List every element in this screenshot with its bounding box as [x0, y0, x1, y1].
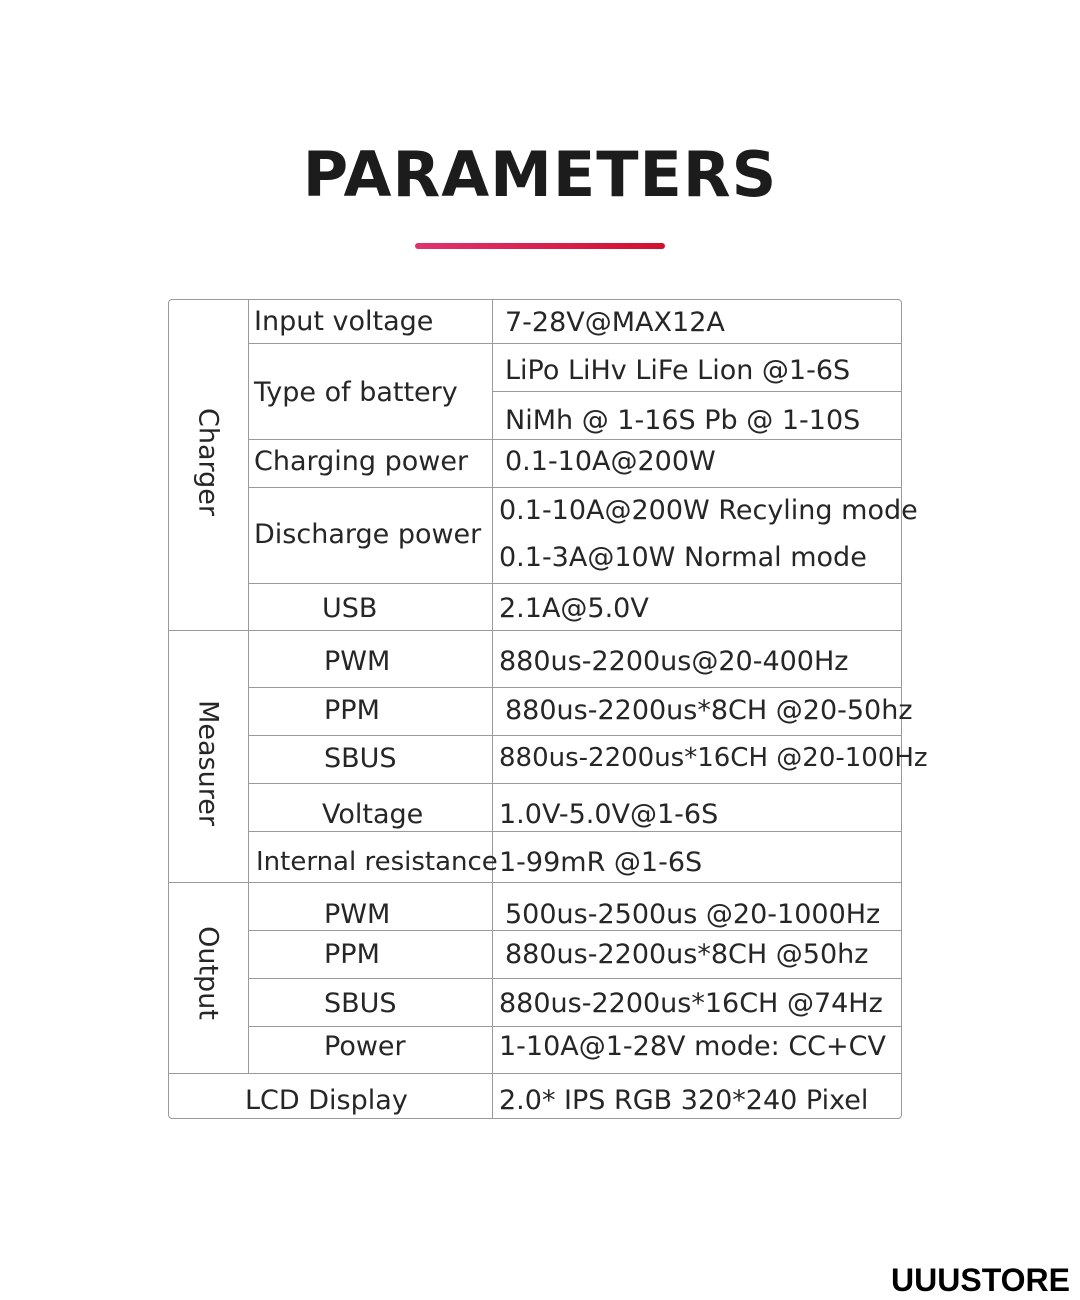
table-divider [168, 882, 902, 883]
row-label-usb: USB [322, 593, 378, 624]
title-underline [415, 243, 665, 249]
row-value-usb: 2.1A@5.0V [499, 593, 649, 624]
table-divider [248, 487, 902, 488]
table-divider [248, 299, 249, 1073]
row-label-type-of-battery: Type of battery [254, 377, 458, 408]
row-value-type-of-battery-2: NiMh @ 1-16S Pb @ 1-10S [505, 405, 861, 436]
row-value-measurer-sbus: 880us-2200us*16CH @20-100Hz [499, 743, 928, 773]
row-value-measurer-voltage: 1.0V-5.0V@1-6S [499, 799, 719, 830]
table-divider [248, 978, 902, 979]
page-title: PARAMETERS [302, 138, 778, 211]
row-value-internal-resistance: 1-99mR @1-6S [499, 847, 703, 878]
row-value-output-pwm: 500us-2500us @20-1000Hz [505, 899, 881, 930]
row-value-output-sbus: 880us-2200us*16CH @74Hz [499, 988, 883, 1019]
table-divider [248, 930, 902, 931]
row-value-output-power: 1-10A@1-28V mode: CC+CV [499, 1031, 886, 1062]
table-divider [248, 783, 902, 784]
row-label-lcd-display: LCD Display [245, 1085, 408, 1116]
group-label-measurer: Measurer [192, 700, 224, 826]
table-divider [492, 299, 493, 1119]
row-label-measurer-ppm: PPM [324, 695, 380, 726]
row-label-measurer-pwm: PWM [324, 646, 391, 677]
row-value-charging-power: 0.1-10A@200W [505, 446, 716, 477]
group-label-charger: Charger [192, 408, 224, 516]
row-label-output-pwm: PWM [324, 899, 391, 930]
row-value-output-ppm: 880us-2200us*8CH @50hz [505, 939, 869, 970]
row-value-measurer-pwm: 880us-2200us@20-400Hz [499, 646, 849, 677]
row-label-measurer-voltage: Voltage [322, 799, 424, 830]
table-divider [492, 391, 902, 392]
row-value-discharge-power-2: 0.1-3A@10W Normal mode [499, 542, 867, 573]
table-divider [248, 583, 902, 584]
table-divider [248, 439, 902, 440]
row-label-output-sbus: SBUS [324, 988, 397, 1019]
table-divider [168, 630, 902, 631]
row-value-input-voltage: 7-28V@MAX12A [505, 307, 725, 338]
row-label-measurer-sbus: SBUS [324, 743, 397, 774]
table-divider [248, 687, 902, 688]
group-label-output: Output [192, 926, 224, 1020]
row-value-lcd-display: 2.0* IPS RGB 320*240 Pixel [499, 1085, 869, 1116]
store-watermark: UUUSTORE [891, 1262, 1070, 1298]
table-divider [168, 1073, 902, 1074]
row-label-discharge-power: Discharge power [254, 519, 482, 550]
row-value-type-of-battery-1: LiPo LiHv LiFe Lion @1-6S [505, 355, 851, 386]
table-divider [248, 1026, 902, 1027]
row-label-input-voltage: Input voltage [254, 306, 434, 337]
row-label-charging-power: Charging power [254, 446, 469, 477]
table-divider [248, 343, 902, 344]
row-label-output-ppm: PPM [324, 939, 380, 970]
row-value-discharge-power-1: 0.1-10A@200W Recyling mode [499, 495, 918, 526]
table-divider [248, 831, 902, 832]
row-value-measurer-ppm: 880us-2200us*8CH @20-50hz [505, 695, 913, 726]
table-divider [248, 735, 902, 736]
row-label-output-power: Power [324, 1031, 406, 1062]
row-label-internal-resistance: Internal resistance [256, 847, 498, 877]
